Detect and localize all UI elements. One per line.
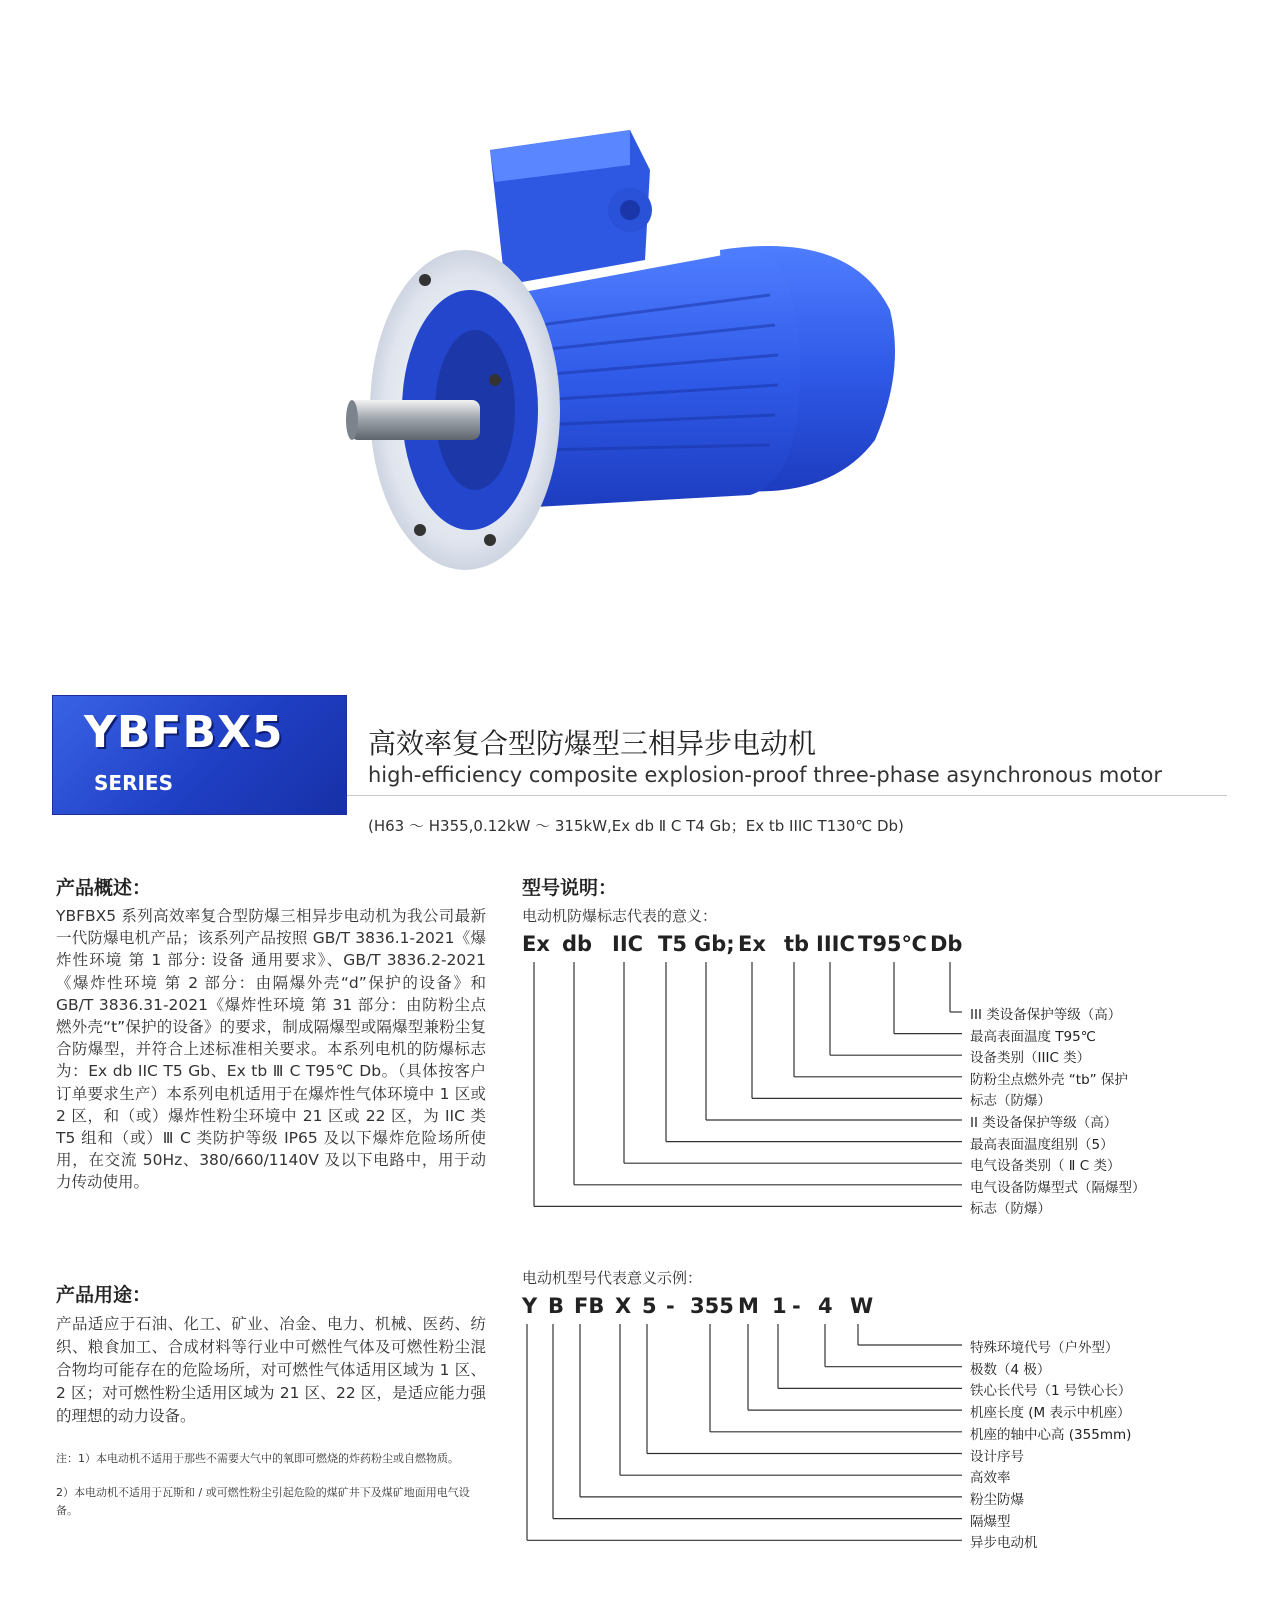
code-meaning-label: 最高表面温度 T95℃: [970, 1028, 1096, 1045]
code-segment: -: [792, 1294, 801, 1318]
code-segment: M: [738, 1294, 759, 1318]
code-meaning-label: 特殊环境代号（户外型）: [970, 1340, 1119, 1356]
code-meaning-label: 设备类别（IIIC 类）: [970, 1050, 1091, 1067]
code-segment: W: [850, 1294, 874, 1318]
code-segment: tb: [784, 932, 810, 956]
code-meaning-label: III 类设备保护等级（高）: [970, 1007, 1122, 1023]
motor-product-image: [330, 110, 950, 610]
code-segment: Gb;: [694, 932, 735, 956]
code-meaning-label: 极数（4 极）: [970, 1361, 1051, 1378]
code-segment: 1: [772, 1294, 787, 1318]
code-meaning-label: 电气设备类别（ Ⅱ C 类）: [970, 1158, 1121, 1175]
code-meaning-label: 机座的轴中心高 (355mm): [970, 1426, 1132, 1443]
code-segment: FB: [574, 1294, 605, 1318]
code-segment: 4: [818, 1294, 833, 1318]
code-segment: Y: [522, 1294, 538, 1318]
code-segment: T95℃: [858, 932, 927, 956]
code-meaning-label: 设计序号: [970, 1448, 1024, 1465]
code-segment: Ex: [522, 932, 550, 956]
code-meaning-label: 防粉尘点燃外壳 “tb” 保护: [970, 1071, 1128, 1088]
code-meaning-label: 高效率: [970, 1470, 1011, 1487]
code-meaning-label: 铁心长代号（1 号铁心长）: [970, 1383, 1132, 1400]
mark-subtitle: 电动机防爆标志代表的意义：: [522, 907, 718, 925]
code-segment: -: [666, 1294, 675, 1318]
product-title-cn: 高效率复合型防爆型三相异步电动机: [368, 727, 817, 760]
code-segment: B: [548, 1294, 565, 1318]
code-segment: X: [615, 1294, 632, 1318]
title-divider: [347, 795, 1227, 796]
code-segment: 5: [642, 1294, 657, 1318]
code-meaning-label: 标志（防爆）: [970, 1093, 1051, 1110]
code-segment: db: [562, 932, 593, 956]
code-segment: IIIC: [816, 932, 855, 956]
code-meaning-label: 最高表面温度组别（5）: [970, 1136, 1114, 1153]
code-segment: 355: [690, 1294, 734, 1318]
product-title-en: high-efficiency composite explosion-proof three-phase asynchronous motor: [368, 763, 1162, 787]
note-1: 注：1）本电动机不适用于那些不需要大气中的氧即可燃烧的炸药粉尘或自燃物质。: [56, 1452, 459, 1465]
code-meaning-label: II 类设备保护等级（高）: [970, 1115, 1118, 1131]
code-segment: T5: [658, 932, 687, 956]
code-meaning-label: 机座长度 (M 表示中机座）: [970, 1405, 1131, 1422]
series-badge: [52, 695, 347, 815]
code-segment: IIC: [612, 932, 644, 956]
series-label: SERIES: [94, 771, 173, 795]
example-subtitle: 电动机型号代表意义示例：: [522, 1269, 703, 1287]
series-name: YBFBX5: [84, 707, 284, 758]
code-meaning-label: 电气设备防爆型式（隔爆型）: [970, 1179, 1146, 1196]
model-heading: 型号说明：: [522, 877, 618, 899]
code-segment: Ex: [738, 932, 766, 956]
overview-text: YBFBX5 系列高效率复合型防爆三相异步电动机为我公司最新一代防爆电机产品；该系列产品按照 GB/T 3836.1-2021《爆炸性环境 第 1 部分: 设备 通用要求》、GB/T 3836.2-2021《爆炸性环境 第 2 部分：由隔爆外壳“d”保护的设备》和 GB/T 3836.31-2021《爆炸性环境 第 31 部分：由防粉尘点燃外壳“t”保护的设备》的要求，制成隔爆型或隔爆型兼粉尘复合防爆型，并符合上述标准相关要求。本系列电机的防爆标志为：Ex db IIC T5 Gb、Ex tb Ⅲ C T95℃ Db。（具体按客户订单要求生产）本系列电机适用于在爆炸性气体环境中 1 区或 2 区，和（或）爆炸性粉尘环境中 21 区或 22 区，为 IIC 类 T5 组和（或）Ⅲ C 类防护等级 IP65 及以下爆炸危险场所使用，在交流 50Hz、380/660/1140V 及以下电路中，用于动力传动使用。: [56, 907, 486, 1192]
usage-text: 产品适应于石油、化工、矿业、冶金、电力、机械、医药、纺织、粮食加工、合成材料等行业中可燃性气体及可燃性粉尘混合物均可能存在的危险场所，对可燃性气体适用区域为 1 区、2 区；对可燃性粉尘适用区域为 21 区、22 区，是适应能力强的理想的动力设备。: [56, 1315, 486, 1425]
note-2: 2）本电动机不适用于瓦斯和 / 或可燃性粉尘引起危险的煤矿井下及煤矿地面用电气设备。: [56, 1486, 470, 1517]
code-meaning-label: 异步电动机: [970, 1535, 1038, 1552]
usage-heading: 产品用途：: [56, 1284, 152, 1306]
code-meaning-label: 隔爆型: [970, 1513, 1011, 1530]
overview-heading: 产品概述：: [56, 877, 152, 899]
code-segment: Db: [930, 932, 963, 956]
code-meaning-label: 标志（防爆）: [970, 1201, 1051, 1218]
code-meaning-label: 粉尘防爆: [970, 1491, 1024, 1508]
product-spec-range: (H63 ～ H355,0.12kW ～ 315kW,Ex db Ⅱ C T4 Gb；Ex tb IIIC T130℃ Db): [368, 817, 904, 835]
